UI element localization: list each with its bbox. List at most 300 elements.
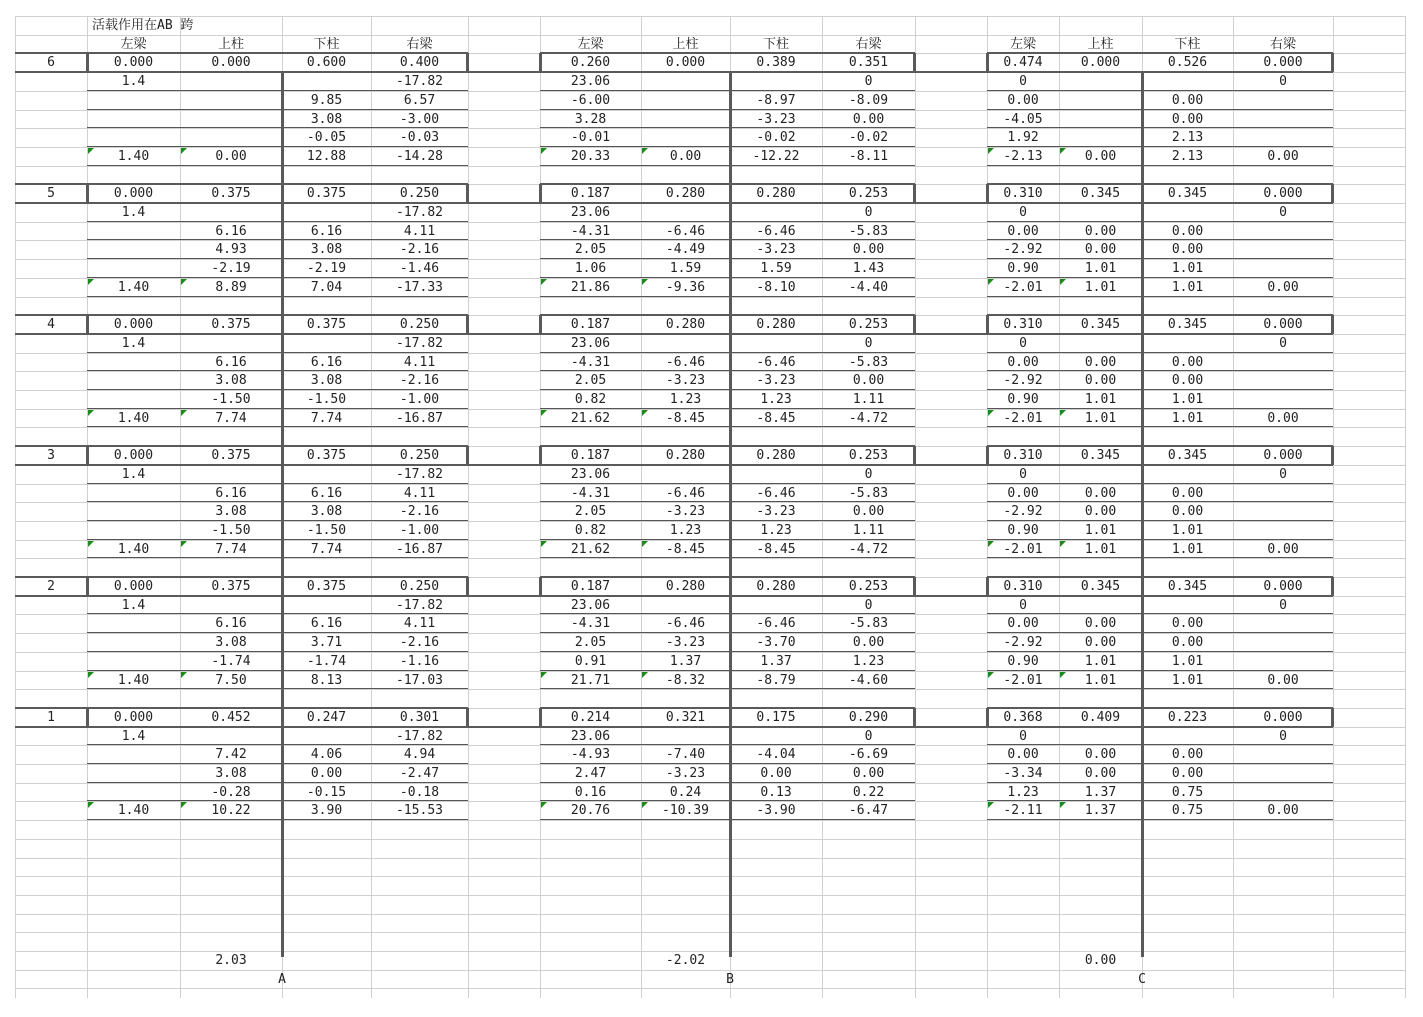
- value-cell[interactable]: 0.00: [215, 148, 247, 164]
- value-cell[interactable]: 4.94: [403, 747, 436, 763]
- value-cell[interactable]: 2.13: [1171, 148, 1204, 164]
- value-cell[interactable]: [1059, 465, 1142, 484]
- value-cell[interactable]: -1.74: [211, 653, 251, 669]
- value-cell[interactable]: 1.01: [1084, 653, 1117, 669]
- value-cell[interactable]: -12.22: [752, 148, 800, 164]
- value-cell[interactable]: 1.40: [117, 672, 150, 688]
- value-cell[interactable]: -6.46: [665, 223, 706, 239]
- value-cell[interactable]: [87, 110, 180, 129]
- value-cell[interactable]: -3.34: [1003, 766, 1043, 781]
- value-cell[interactable]: -6.46: [665, 354, 706, 370]
- value-cell[interactable]: -2.92: [1003, 242, 1043, 258]
- value-cell[interactable]: 1.01: [1171, 392, 1204, 407]
- value-cell[interactable]: 1.40: [117, 148, 150, 164]
- value-cell[interactable]: -17.03: [396, 672, 443, 688]
- value-cell[interactable]: 0.474: [1003, 55, 1043, 71]
- value-cell[interactable]: -8.45: [756, 541, 796, 557]
- value-cell[interactable]: [1233, 390, 1333, 409]
- value-cell[interactable]: -9.36: [665, 279, 706, 295]
- value-cell[interactable]: [282, 465, 371, 484]
- value-cell[interactable]: 0: [1019, 335, 1027, 351]
- value-cell[interactable]: [87, 240, 180, 259]
- value-cell[interactable]: 0.000: [1263, 709, 1303, 725]
- value-cell[interactable]: 0.00: [1171, 747, 1204, 763]
- value-cell[interactable]: -2.01: [1003, 410, 1043, 426]
- value-cell[interactable]: 0.75: [1171, 803, 1204, 819]
- value-cell[interactable]: [87, 652, 180, 671]
- value-cell[interactable]: [180, 334, 282, 353]
- value-cell[interactable]: 0.452: [211, 709, 251, 725]
- value-cell[interactable]: [1233, 222, 1333, 241]
- value-cell[interactable]: -8.45: [665, 541, 706, 557]
- value-cell[interactable]: 0.00: [1171, 373, 1204, 389]
- value-cell[interactable]: [1233, 240, 1333, 259]
- value-cell[interactable]: [87, 484, 180, 503]
- value-cell[interactable]: 1.01: [1171, 653, 1204, 669]
- value-cell[interactable]: -6.69: [848, 747, 889, 763]
- value-cell[interactable]: 4.93: [215, 242, 247, 258]
- value-cell[interactable]: 0.00: [1267, 148, 1299, 164]
- value-cell[interactable]: 0.400: [399, 55, 440, 71]
- value-cell[interactable]: 0.00: [1267, 279, 1299, 295]
- value-cell[interactable]: [1233, 745, 1333, 764]
- value-cell[interactable]: 0.187: [570, 317, 611, 333]
- value-cell[interactable]: 0.260: [570, 55, 611, 71]
- value-cell[interactable]: -6.46: [756, 485, 796, 501]
- value-cell[interactable]: [1233, 128, 1333, 147]
- value-cell[interactable]: 0.375: [306, 186, 347, 202]
- value-cell[interactable]: -0.05: [306, 130, 347, 146]
- value-cell[interactable]: [730, 203, 822, 222]
- value-cell[interactable]: 0: [1019, 466, 1027, 482]
- value-cell[interactable]: 6.16: [310, 485, 343, 501]
- value-cell[interactable]: 0.00: [1007, 485, 1039, 501]
- value-cell[interactable]: 0.000: [1080, 55, 1121, 71]
- value-cell[interactable]: 0.175: [756, 709, 796, 725]
- value-cell[interactable]: -6.46: [665, 616, 706, 632]
- bottom-moment[interactable]: -2.02: [665, 953, 706, 968]
- value-cell[interactable]: 3.08: [310, 373, 343, 389]
- value-cell[interactable]: -4.31: [570, 616, 611, 632]
- value-cell[interactable]: 0.00: [760, 766, 792, 781]
- value-cell[interactable]: 1.40: [117, 279, 150, 295]
- value-cell[interactable]: 0.00: [1084, 504, 1117, 520]
- value-cell[interactable]: 1.23: [669, 392, 702, 407]
- value-cell[interactable]: -2.92: [1003, 635, 1043, 651]
- value-cell[interactable]: 7.74: [215, 410, 247, 426]
- value-cell[interactable]: 1.37: [1084, 803, 1117, 819]
- value-cell[interactable]: 0.00: [1267, 541, 1299, 557]
- value-cell[interactable]: [180, 727, 282, 746]
- value-cell[interactable]: 0.280: [665, 317, 706, 333]
- value-cell[interactable]: 23.06: [570, 466, 611, 482]
- value-cell[interactable]: 9.85: [310, 92, 343, 108]
- value-cell[interactable]: 0.00: [1007, 354, 1039, 370]
- value-cell[interactable]: -17.82: [396, 597, 443, 613]
- value-cell[interactable]: -17.33: [396, 279, 443, 295]
- value-cell[interactable]: 0.389: [756, 55, 796, 71]
- value-cell[interactable]: -3.23: [665, 766, 706, 781]
- value-cell[interactable]: 0.000: [1263, 186, 1303, 202]
- value-cell[interactable]: -2.01: [1003, 541, 1043, 557]
- value-cell[interactable]: 0.000: [1263, 317, 1303, 333]
- value-cell[interactable]: [1142, 203, 1233, 222]
- value-cell[interactable]: [1233, 502, 1333, 521]
- value-cell[interactable]: 7.74: [215, 541, 247, 557]
- value-cell[interactable]: [180, 72, 282, 91]
- value-cell[interactable]: 6.16: [310, 223, 343, 239]
- value-cell[interactable]: 0.00: [1171, 616, 1204, 632]
- value-cell[interactable]: 6.16: [310, 616, 343, 632]
- value-cell[interactable]: -4.60: [848, 672, 889, 688]
- bottom-moment[interactable]: 0.00: [1084, 953, 1117, 968]
- value-cell[interactable]: -0.28: [211, 784, 251, 800]
- value-cell[interactable]: 0.345: [1080, 448, 1121, 464]
- value-cell[interactable]: -3.23: [756, 373, 796, 389]
- value-cell[interactable]: [730, 596, 822, 615]
- value-cell[interactable]: 0.000: [113, 186, 154, 202]
- value-cell[interactable]: 0.000: [113, 579, 154, 594]
- value-cell[interactable]: 3.08: [310, 242, 343, 258]
- value-cell[interactable]: 7.42: [215, 747, 247, 763]
- value-cell[interactable]: -0.01: [570, 130, 611, 146]
- value-cell[interactable]: 0.00: [1084, 766, 1117, 781]
- value-cell[interactable]: [641, 727, 730, 746]
- value-cell[interactable]: 0.00: [852, 373, 885, 389]
- value-cell[interactable]: 0.187: [570, 579, 611, 594]
- value-cell[interactable]: 1.4: [121, 597, 146, 613]
- value-cell[interactable]: -2.16: [399, 242, 440, 258]
- value-cell[interactable]: 0.00: [1007, 92, 1039, 108]
- value-cell[interactable]: -3.23: [756, 504, 796, 520]
- value-cell[interactable]: [641, 128, 730, 147]
- value-cell[interactable]: 0.00: [1171, 92, 1204, 108]
- value-cell[interactable]: 0.290: [848, 709, 889, 725]
- value-cell[interactable]: [87, 222, 180, 241]
- value-cell[interactable]: 1.01: [1171, 279, 1204, 295]
- value-cell[interactable]: -4.93: [570, 747, 611, 763]
- value-cell[interactable]: 4.11: [403, 485, 436, 501]
- value-cell[interactable]: 3.71: [310, 635, 343, 651]
- value-cell[interactable]: 1.92: [1007, 130, 1039, 146]
- value-cell[interactable]: 21.86: [570, 279, 611, 295]
- value-cell[interactable]: 23.06: [570, 335, 611, 351]
- value-cell[interactable]: -16.87: [396, 541, 443, 557]
- value-cell[interactable]: -8.97: [756, 92, 796, 108]
- value-cell[interactable]: 0: [864, 466, 873, 482]
- value-cell[interactable]: 0.368: [1003, 709, 1043, 725]
- value-cell[interactable]: 2.05: [574, 504, 607, 520]
- value-cell[interactable]: 0: [864, 728, 873, 744]
- value-cell[interactable]: 0.280: [665, 579, 706, 594]
- value-cell[interactable]: -6.46: [665, 485, 706, 501]
- value-cell[interactable]: -2.92: [1003, 504, 1043, 520]
- value-cell[interactable]: 6.16: [215, 616, 247, 632]
- value-cell[interactable]: [180, 465, 282, 484]
- value-cell[interactable]: [1059, 203, 1142, 222]
- value-cell[interactable]: [1059, 727, 1142, 746]
- value-cell[interactable]: 1.4: [121, 728, 146, 744]
- value-cell[interactable]: [87, 91, 180, 110]
- value-cell[interactable]: -17.82: [396, 728, 443, 744]
- value-cell[interactable]: -0.15: [306, 784, 347, 800]
- value-cell[interactable]: 0.00: [669, 148, 702, 164]
- value-cell[interactable]: 1.06: [574, 261, 607, 277]
- value-cell[interactable]: [1059, 72, 1142, 91]
- value-cell[interactable]: 0.82: [574, 392, 607, 407]
- value-cell[interactable]: -2.01: [1003, 279, 1043, 295]
- value-cell[interactable]: 0.375: [211, 186, 251, 202]
- value-cell[interactable]: 0.321: [665, 709, 706, 725]
- value-cell[interactable]: 1.23: [1007, 784, 1039, 800]
- value-cell[interactable]: -1.50: [211, 392, 251, 407]
- value-cell[interactable]: 3.28: [574, 111, 607, 127]
- value-cell[interactable]: 1.01: [1171, 672, 1204, 688]
- value-cell[interactable]: [1233, 521, 1333, 540]
- value-cell[interactable]: 0.187: [570, 448, 611, 464]
- value-cell[interactable]: -8.32: [665, 672, 706, 688]
- value-cell[interactable]: -2.11: [1003, 803, 1043, 819]
- value-cell[interactable]: 0.000: [113, 55, 154, 71]
- value-cell[interactable]: 20.33: [570, 148, 611, 164]
- value-cell[interactable]: [282, 727, 371, 746]
- value-cell[interactable]: 0.24: [669, 784, 702, 800]
- value-cell[interactable]: 0.253: [848, 317, 889, 333]
- value-cell[interactable]: 0.280: [665, 448, 706, 464]
- value-cell[interactable]: [730, 72, 822, 91]
- value-cell[interactable]: 0.91: [574, 653, 607, 669]
- value-cell[interactable]: 0.00: [1084, 242, 1117, 258]
- value-cell[interactable]: 0.345: [1167, 448, 1208, 464]
- value-cell[interactable]: 0.00: [1084, 373, 1117, 389]
- value-cell[interactable]: 1.59: [760, 261, 792, 277]
- value-cell[interactable]: -2.16: [399, 373, 440, 389]
- value-cell[interactable]: -6.46: [756, 354, 796, 370]
- value-cell[interactable]: 0.000: [1263, 448, 1303, 464]
- value-cell[interactable]: [1059, 110, 1142, 129]
- value-cell[interactable]: -3.23: [756, 111, 796, 127]
- value-cell[interactable]: -2.47: [399, 766, 440, 781]
- value-cell[interactable]: 0.280: [756, 579, 796, 594]
- value-cell[interactable]: 0.214: [570, 709, 611, 725]
- value-cell[interactable]: 8.13: [310, 672, 343, 688]
- value-cell[interactable]: [87, 633, 180, 652]
- value-cell[interactable]: 0: [1019, 728, 1027, 744]
- value-cell[interactable]: 0.00: [1171, 242, 1204, 258]
- value-cell[interactable]: [641, 203, 730, 222]
- value-cell[interactable]: -2.19: [211, 261, 251, 277]
- value-cell[interactable]: -0.02: [848, 130, 889, 146]
- value-cell[interactable]: -1.46: [399, 261, 440, 277]
- value-cell[interactable]: 1.01: [1084, 541, 1117, 557]
- value-cell[interactable]: -0.02: [756, 130, 796, 146]
- value-cell[interactable]: [180, 110, 282, 129]
- value-cell[interactable]: -4.31: [570, 223, 611, 239]
- value-cell[interactable]: 0.310: [1003, 448, 1043, 464]
- value-cell[interactable]: -16.87: [396, 410, 443, 426]
- value-cell[interactable]: [87, 764, 180, 783]
- value-cell[interactable]: 1.40: [117, 410, 150, 426]
- value-cell[interactable]: -4.72: [848, 541, 889, 557]
- value-cell[interactable]: 0.00: [1084, 485, 1117, 501]
- value-cell[interactable]: 0.00: [1084, 223, 1117, 239]
- value-cell[interactable]: 1.43: [852, 261, 885, 277]
- value-cell[interactable]: [641, 465, 730, 484]
- value-cell[interactable]: 0.409: [1080, 709, 1121, 725]
- value-cell[interactable]: 21.62: [570, 541, 611, 557]
- value-cell[interactable]: 0.00: [1171, 223, 1204, 239]
- value-cell[interactable]: 4.11: [403, 616, 436, 632]
- value-cell[interactable]: -17.82: [396, 466, 443, 482]
- value-cell[interactable]: 0.00: [1171, 485, 1204, 501]
- value-cell[interactable]: 0.82: [574, 522, 607, 538]
- value-cell[interactable]: -0.18: [399, 784, 440, 800]
- value-cell[interactable]: 6.16: [215, 354, 247, 370]
- value-cell[interactable]: [87, 614, 180, 633]
- value-cell[interactable]: -3.70: [756, 635, 796, 651]
- value-cell[interactable]: 3.08: [310, 111, 343, 127]
- value-cell[interactable]: -3.90: [756, 803, 796, 819]
- value-cell[interactable]: [87, 259, 180, 278]
- value-cell[interactable]: 0.301: [399, 709, 440, 725]
- value-cell[interactable]: 0.00: [1171, 635, 1204, 651]
- value-cell[interactable]: [1059, 128, 1142, 147]
- value-cell[interactable]: 1.01: [1084, 279, 1117, 295]
- value-cell[interactable]: 0.250: [399, 448, 440, 464]
- value-cell[interactable]: 0: [1279, 74, 1287, 90]
- value-cell[interactable]: -5.83: [848, 485, 889, 501]
- value-cell[interactable]: [641, 72, 730, 91]
- value-cell[interactable]: 0.00: [1171, 111, 1204, 127]
- value-cell[interactable]: 0.00: [1171, 354, 1204, 370]
- value-cell[interactable]: 0: [864, 205, 873, 220]
- value-cell[interactable]: 23.06: [570, 205, 611, 220]
- value-cell[interactable]: [1142, 72, 1233, 91]
- value-cell[interactable]: 0.310: [1003, 579, 1043, 594]
- value-cell[interactable]: 3.08: [215, 766, 247, 781]
- value-cell[interactable]: -3.00: [399, 111, 440, 127]
- value-cell[interactable]: 0: [1279, 728, 1287, 744]
- value-cell[interactable]: 0.000: [1263, 579, 1303, 594]
- value-cell[interactable]: 0.250: [399, 186, 440, 202]
- value-cell[interactable]: 6.16: [215, 485, 247, 501]
- value-cell[interactable]: [730, 334, 822, 353]
- value-cell[interactable]: 0.75: [1171, 784, 1204, 800]
- value-cell[interactable]: 2.05: [574, 373, 607, 389]
- value-cell[interactable]: 1.4: [121, 335, 146, 351]
- value-cell[interactable]: 1.01: [1171, 410, 1204, 426]
- value-cell[interactable]: -1.50: [306, 392, 347, 407]
- value-cell[interactable]: -6.46: [756, 616, 796, 632]
- value-cell[interactable]: 7.74: [310, 541, 343, 557]
- bottom-moment[interactable]: 2.03: [215, 953, 247, 968]
- value-cell[interactable]: 21.71: [570, 672, 611, 688]
- value-cell[interactable]: [87, 390, 180, 409]
- value-cell[interactable]: 0.00: [1007, 223, 1039, 239]
- value-cell[interactable]: 3.90: [310, 803, 343, 819]
- value-cell[interactable]: [1233, 614, 1333, 633]
- value-cell[interactable]: [180, 203, 282, 222]
- value-cell[interactable]: -1.00: [399, 522, 440, 538]
- value-cell[interactable]: -1.74: [306, 653, 347, 669]
- value-cell[interactable]: [1142, 727, 1233, 746]
- value-cell[interactable]: 0.253: [848, 186, 889, 202]
- value-cell[interactable]: 0.345: [1080, 317, 1121, 333]
- value-cell[interactable]: -8.10: [756, 279, 796, 295]
- value-cell[interactable]: [1233, 91, 1333, 110]
- value-cell[interactable]: 0.00: [852, 242, 885, 258]
- value-cell[interactable]: 1.11: [852, 392, 885, 407]
- value-cell[interactable]: -4.31: [570, 354, 611, 370]
- value-cell[interactable]: 2.05: [574, 242, 607, 258]
- value-cell[interactable]: [1233, 353, 1333, 372]
- value-cell[interactable]: 10.22: [211, 803, 251, 819]
- value-cell[interactable]: [1233, 633, 1333, 652]
- value-cell[interactable]: [87, 353, 180, 372]
- value-cell[interactable]: -8.09: [848, 92, 889, 108]
- value-cell[interactable]: -5.83: [848, 354, 889, 370]
- value-cell[interactable]: -3.23: [665, 504, 706, 520]
- value-cell[interactable]: 0.00: [852, 504, 885, 520]
- value-cell[interactable]: 0.187: [570, 186, 611, 202]
- value-cell[interactable]: -4.49: [665, 242, 706, 258]
- value-cell[interactable]: -4.05: [1003, 111, 1043, 127]
- value-cell[interactable]: [641, 91, 730, 110]
- value-cell[interactable]: 3.08: [215, 504, 247, 520]
- value-cell[interactable]: 0.000: [113, 448, 154, 464]
- value-cell[interactable]: 0.16: [574, 784, 607, 800]
- value-cell[interactable]: -17.82: [396, 74, 443, 90]
- value-cell[interactable]: 0.000: [113, 317, 154, 333]
- value-cell[interactable]: -6.47: [848, 803, 889, 819]
- value-cell[interactable]: 0.375: [306, 317, 347, 333]
- value-cell[interactable]: 1.4: [121, 205, 146, 220]
- value-cell[interactable]: 0.345: [1080, 579, 1121, 594]
- value-cell[interactable]: -3.23: [756, 242, 796, 258]
- value-cell[interactable]: 0.345: [1167, 579, 1208, 594]
- value-cell[interactable]: 0.375: [306, 579, 347, 594]
- value-cell[interactable]: 1.37: [760, 653, 792, 669]
- value-cell[interactable]: -8.45: [665, 410, 706, 426]
- value-cell[interactable]: -2.13: [1003, 148, 1043, 164]
- value-cell[interactable]: 1.23: [669, 522, 702, 538]
- value-cell[interactable]: [87, 371, 180, 390]
- value-cell[interactable]: 0.253: [848, 579, 889, 594]
- value-cell[interactable]: 0.223: [1167, 709, 1208, 725]
- value-cell[interactable]: 0.600: [306, 55, 347, 71]
- value-cell[interactable]: 4.11: [403, 223, 436, 239]
- value-cell[interactable]: -17.82: [396, 335, 443, 351]
- value-cell[interactable]: -7.40: [665, 747, 706, 763]
- value-cell[interactable]: [1233, 783, 1333, 802]
- value-cell[interactable]: 1.59: [669, 261, 702, 277]
- value-cell[interactable]: 1.01: [1171, 261, 1204, 277]
- value-cell[interactable]: 1.4: [121, 466, 146, 482]
- value-cell[interactable]: -14.28: [396, 148, 443, 164]
- value-cell[interactable]: 0: [1279, 205, 1287, 220]
- value-cell[interactable]: 0.247: [306, 709, 347, 725]
- value-cell[interactable]: 0.00: [1084, 148, 1117, 164]
- value-cell[interactable]: 0.526: [1167, 55, 1208, 71]
- value-cell[interactable]: 3.08: [215, 373, 247, 389]
- value-cell[interactable]: 0.90: [1007, 522, 1039, 538]
- value-cell[interactable]: [1233, 484, 1333, 503]
- value-cell[interactable]: 0.250: [399, 317, 440, 333]
- value-cell[interactable]: 0: [1019, 74, 1027, 90]
- value-cell[interactable]: 0.250: [399, 579, 440, 594]
- value-cell[interactable]: [1233, 764, 1333, 783]
- value-cell[interactable]: -4.04: [756, 747, 796, 763]
